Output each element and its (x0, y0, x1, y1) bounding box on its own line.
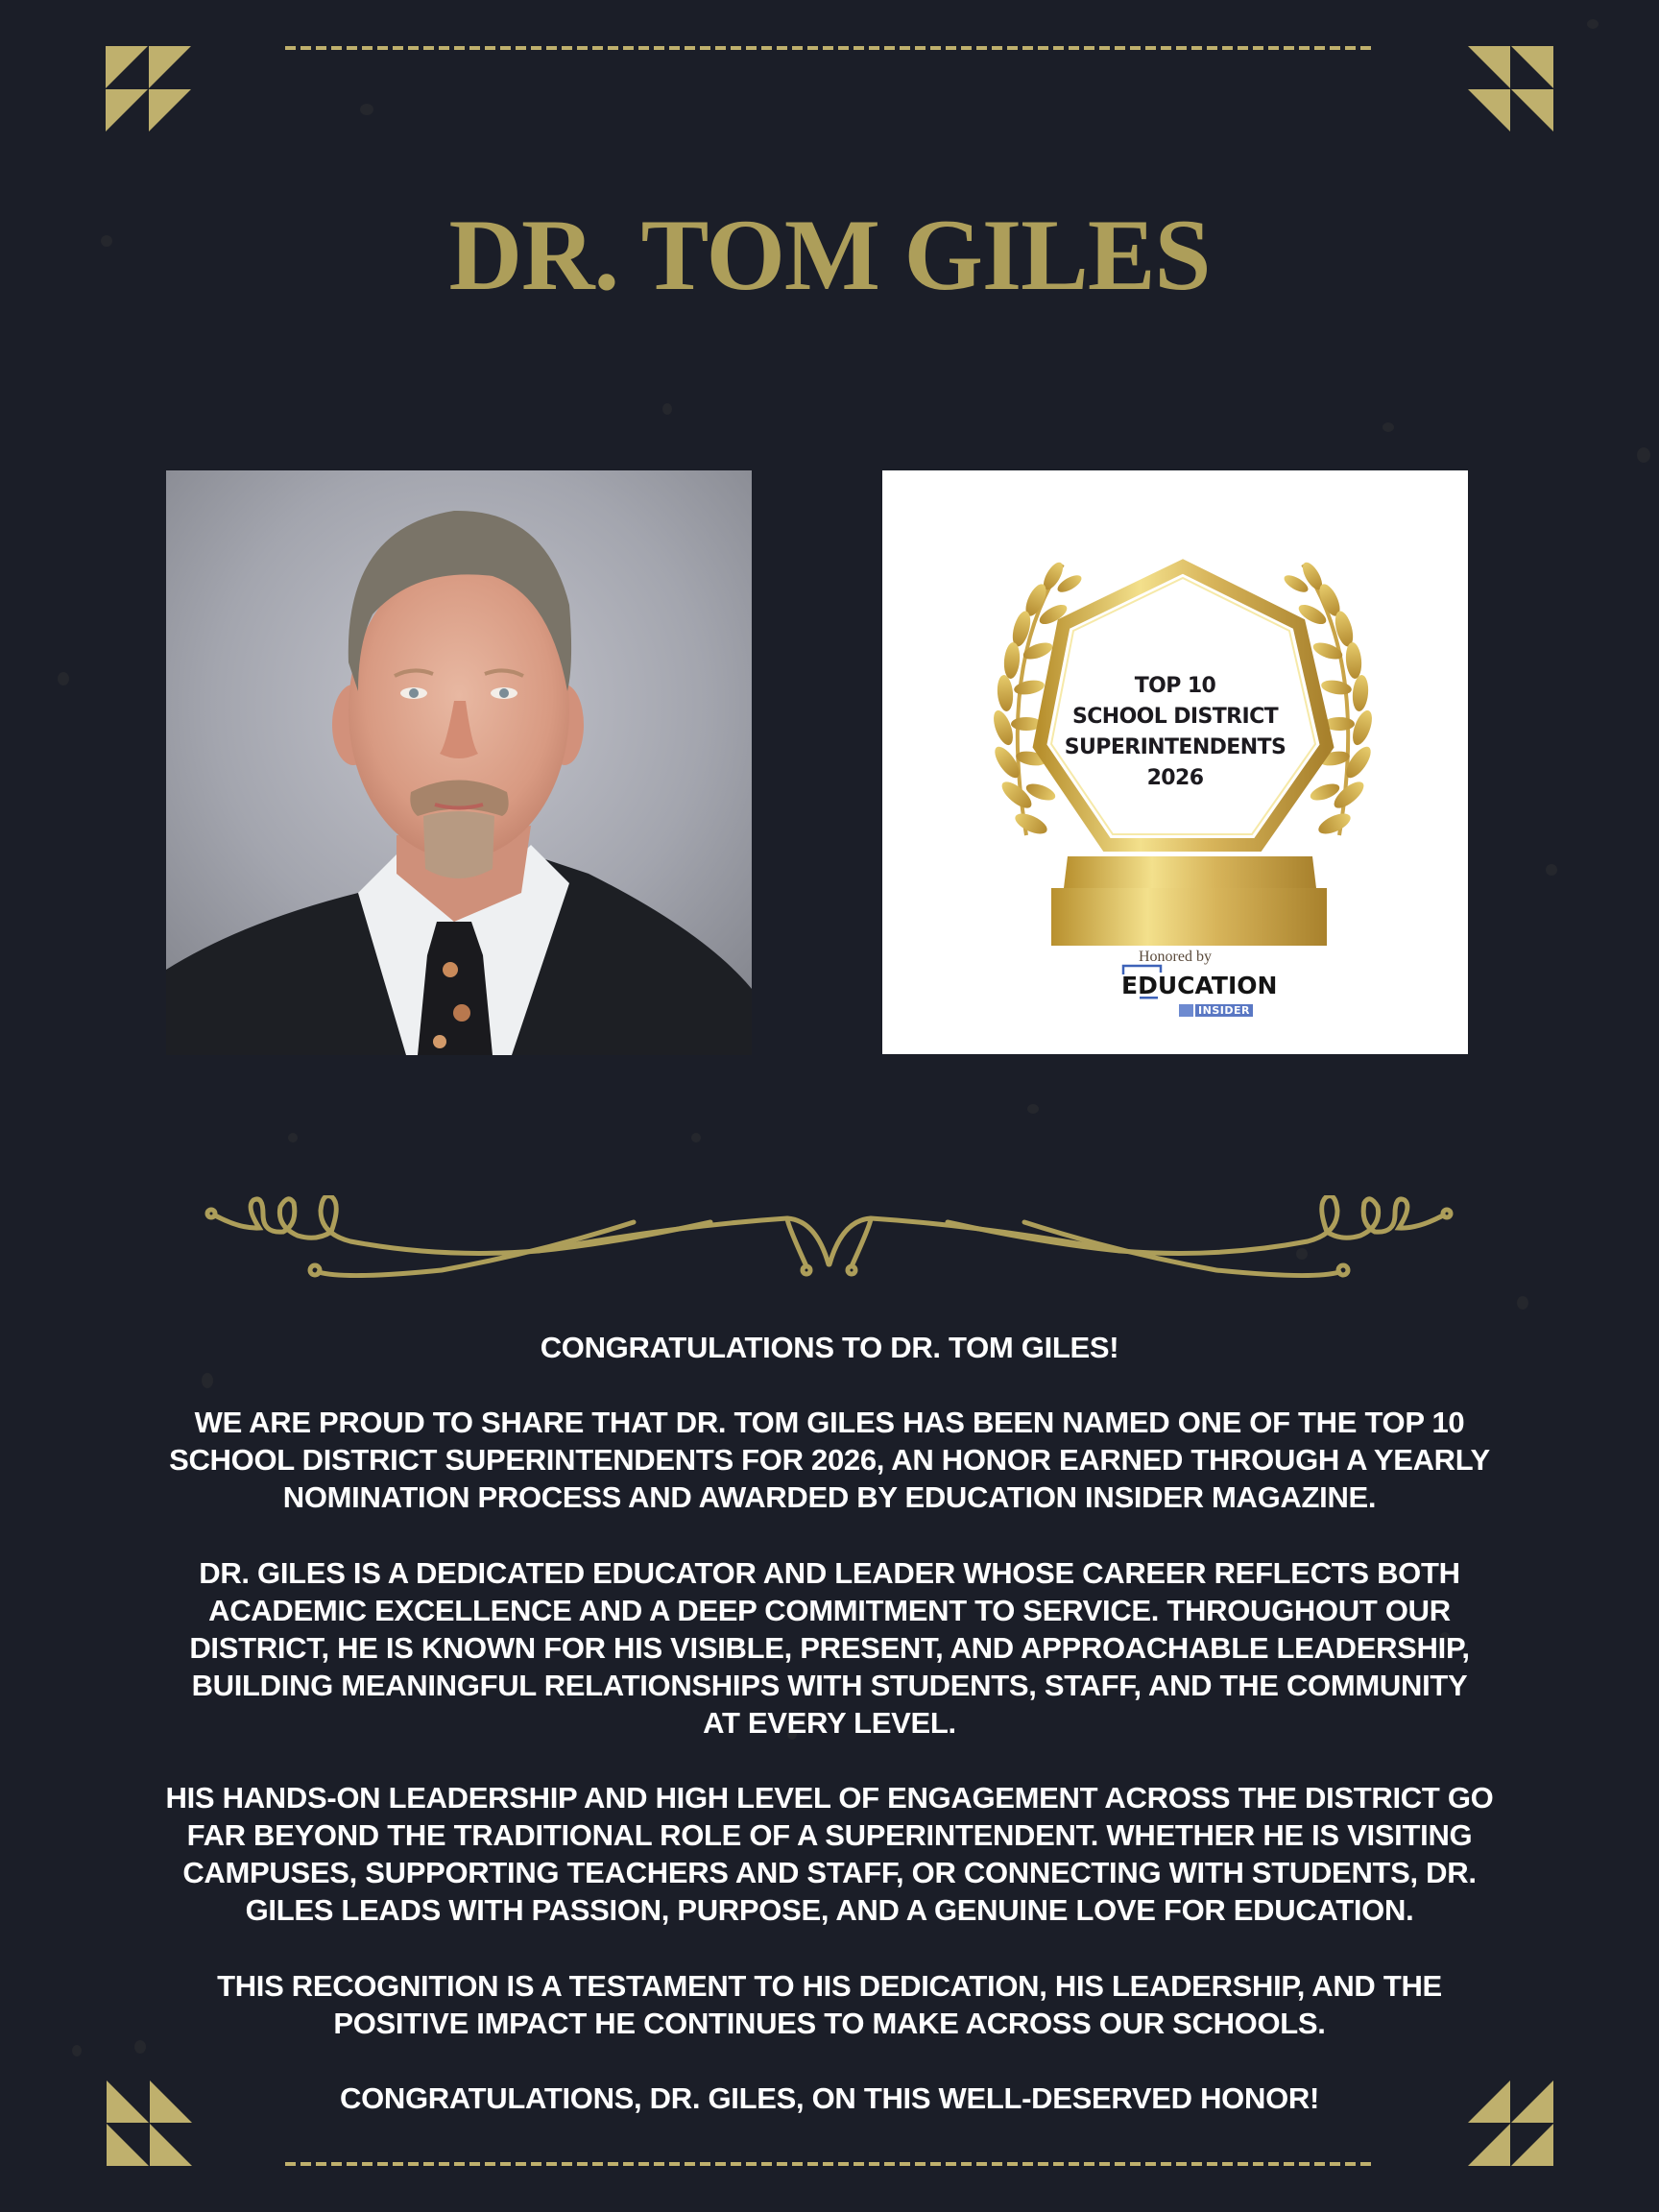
award-line-top10: TOP 10 (1134, 674, 1216, 698)
page-title: DR. TOM GILES (448, 199, 1211, 311)
body-text-line-content: CONGRATULATIONS TO DR. TOM GILES! (540, 1331, 1119, 1364)
triangles-corner-icon-top-right (1468, 46, 1553, 132)
body-text-line-content: HIS HANDS-ON LEADERSHIP AND HIGH LEVEL OF ENGAGEMENT ACROSS THE DISTRICT GO (165, 1781, 1494, 1815)
announcement-body (61, 1329, 1598, 2117)
body-text-line-content: THIS RECOGNITION IS A TESTAMENT TO HIS DEDICATION, HIS LEADERSHIP, AND THE (217, 1968, 1442, 2003)
body-text-line-content: DISTRICT, HE IS KNOWN FOR HIS VISIBLE, PRESENT, AND APPROACHABLE LEADERSHIP, (189, 1630, 1470, 1665)
body-text-line (61, 1404, 1598, 1441)
body-text-line (61, 1854, 1598, 1891)
award-line-year: 2026 (1146, 766, 1204, 790)
body-text-line-content: BUILDING MEANINGFUL RELATIONSHIPS WITH STUDENTS, STAFF, AND THE COMMUNITY (191, 1668, 1468, 1702)
body-text-line-content: NOMINATION PROCESS AND AWARDED BY EDUCATION INSIDER MAGAZINE. (282, 1480, 1377, 1515)
award-line-superintendents: SUPERINTENDENTS (1064, 735, 1286, 759)
body-text-line (61, 2080, 1598, 2117)
body-text-line-content: POSITIVE IMPACT HE CONTINUES TO MAKE ACROSS OUR SCHOOLS. (333, 2006, 1326, 2040)
award-badge-image (882, 470, 1468, 1054)
body-text-line (61, 1779, 1598, 1816)
body-text-line (61, 1967, 1598, 2005)
body-text-line (61, 1592, 1598, 1629)
body-text-line (61, 1329, 1598, 1366)
gold-flourish-divider (192, 1195, 1469, 1291)
paragraph-spacer (61, 1742, 1598, 1779)
body-text-line (61, 1816, 1598, 1854)
body-text-line (61, 1479, 1598, 1516)
award-line-school-district: SCHOOL DISTRICT (1071, 705, 1279, 729)
body-text-line-content: WE ARE PROUD TO SHARE THAT DR. TOM GILES HAS BEEN NAMED ONE OF THE TOP 10 (194, 1406, 1465, 1440)
body-text-line (61, 1441, 1598, 1479)
body-text-line-content: DR. GILES IS A DEDICATED EDUCATOR AND LEADER WHOSE CAREER REFLECTS BOTH (199, 1555, 1460, 1590)
honored-by-label: Honored by (1139, 949, 1212, 965)
top-dashed-divider (285, 46, 1372, 50)
insider-logo-badge: INSIDER (1195, 1004, 1253, 1017)
body-text-line (61, 1891, 1598, 1929)
education-insider-logo-text: EDUCATION (1121, 972, 1278, 999)
body-text-line (61, 1704, 1598, 1742)
body-text-line (61, 1667, 1598, 1704)
body-text-line-content: FAR BEYOND THE TRADITIONAL ROLE OF A SUPERINTENDENT. WHETHER HE IS VISITING (186, 1818, 1473, 1853)
body-text-line-content: GILES LEADS WITH PASSION, PURPOSE, AND A GENUINE LOVE FOR EDUCATION. (245, 1893, 1414, 1928)
body-text-line-content: CAMPUSES, SUPPORTING TEACHERS AND STAFF, OR CONNECTING WITH STUDENTS, DR. (182, 1856, 1477, 1890)
paragraph-spacer (61, 1366, 1598, 1404)
portrait-photo (166, 470, 752, 1055)
body-text-line-content: CONGRATULATIONS, DR. GILES, ON THIS WELL-DESERVED HONOR! (340, 2080, 1319, 2115)
paragraph-spacer (61, 2042, 1598, 2080)
body-text-line-content: SCHOOL DISTRICT SUPERINTENDENTS FOR 2026, AN HONOR EARNED THROUGH A YEARLY (169, 1443, 1490, 1478)
body-text-line (61, 1554, 1598, 1592)
paragraph-spacer (61, 1516, 1598, 1553)
paragraph-spacer (61, 1930, 1598, 1967)
body-text-line (61, 2005, 1598, 2042)
body-text-line-content: ACADEMIC EXCELLENCE AND A DEEP COMMITMENT TO SERVICE. THROUGHOUT OUR (208, 1593, 1451, 1627)
body-text-line-content: AT EVERY LEVEL. (703, 1705, 956, 1740)
bottom-dashed-divider (285, 2162, 1372, 2166)
body-text-line (61, 1629, 1598, 1667)
triangles-corner-icon-top-left (106, 46, 191, 132)
